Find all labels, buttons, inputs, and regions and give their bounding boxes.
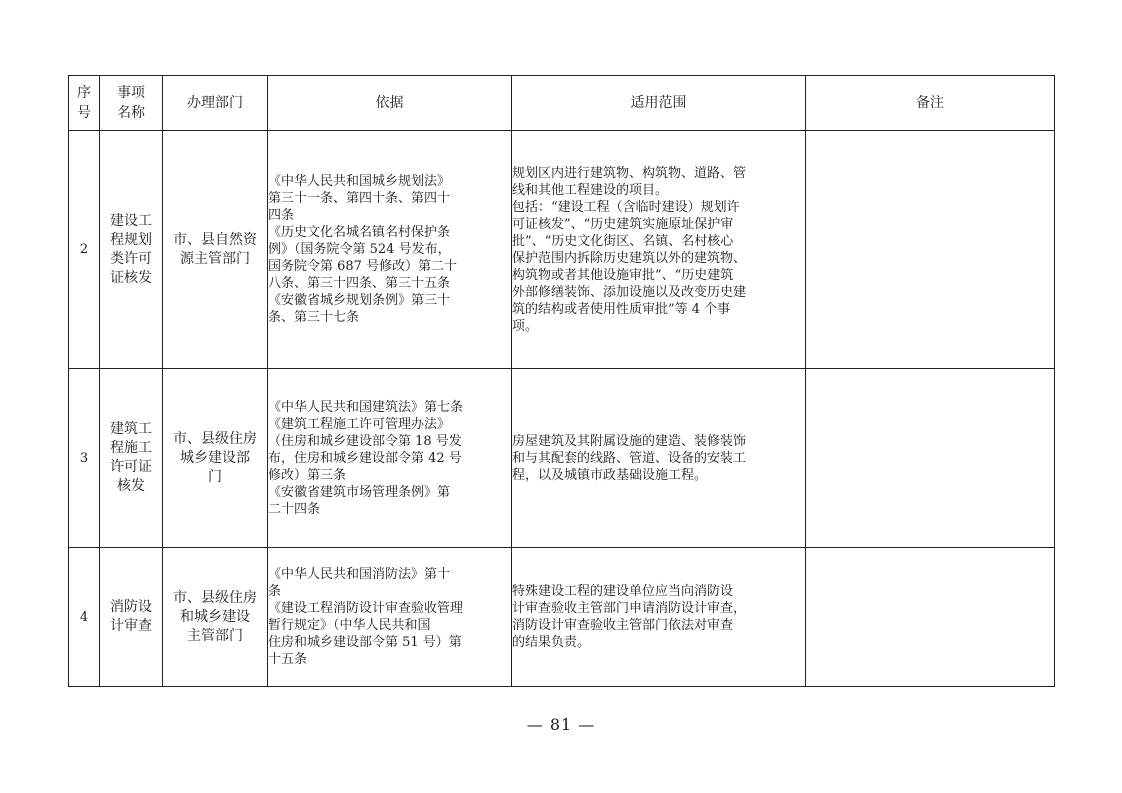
- page-number: — 81 —: [526, 715, 596, 734]
- table-row: [69, 548, 1055, 687]
- row-department: 市、县自然资 源主管部门: [163, 131, 268, 369]
- table-row: [69, 131, 1055, 369]
- header-basis: 依据: [268, 76, 512, 131]
- header-note: 备注: [806, 76, 1055, 131]
- table-row: [69, 369, 1055, 548]
- header-department: 办理部门: [163, 76, 268, 131]
- row-basis: 《中华人民共和国城乡规划法》 第三十一条、第四十条、第四十 四条 《历史文化名城名镇名村保护条 例》（国务院令第 524 号发布， 国务院令第 687 号修改）第二十 八条、第三十四条、第三十五条 《安徽省城乡规划条例》第三十 条、第三十七条: [268, 131, 512, 369]
- header-serial-number: 序 号: [69, 76, 100, 131]
- row-department: 市、县级住房 和城乡建设 主管部门: [163, 548, 268, 687]
- header-scope: 适用范围: [512, 76, 806, 131]
- row-item-name: 消防设 计审查: [100, 548, 163, 687]
- row-scope: 特殊建设工程的建设单位应当向消防设 计审查验收主管部门申请消防设计审查， 消防设计审查验收主管部门依法对审查 的结果负责。: [512, 548, 806, 687]
- row-basis: 《中华人民共和国建筑法》第七条 《建筑工程施工许可管理办法》 （住房和城乡建设部令第 18 号发 布，住房和城乡建设部令第 42 号 修改）第三条 《安徽省建筑市场管理条例》第 二十四条: [268, 369, 512, 548]
- row-serial-number: 2: [69, 131, 100, 369]
- row-note: [806, 131, 1055, 369]
- row-item-name: 建设工 程规划 类许可 证核发: [100, 131, 163, 369]
- approval-items-table: [68, 75, 1055, 687]
- table-header-row: [69, 76, 1055, 131]
- header-item-name: 事项 名称: [100, 76, 163, 131]
- row-item-name: 建筑工 程施工 许可证 核发: [100, 369, 163, 548]
- row-basis: 《中华人民共和国消防法》第十 条 《建设工程消防设计审查验收管理 暂行规定》（中华人民共和国 住房和城乡建设部令第 51 号）第 十五条: [268, 548, 512, 687]
- row-scope: 房屋建筑及其附属设施的建造、装修装饰 和与其配套的线路、管道、设备的安装工 程，以及城镇市政基础设施工程。: [512, 369, 806, 548]
- row-department: 市、县级住房 城乡建设部 门: [163, 369, 268, 548]
- row-note: [806, 548, 1055, 687]
- row-serial-number: 4: [69, 548, 100, 687]
- row-serial-number: 3: [69, 369, 100, 548]
- row-scope: 规划区内进行建筑物、构筑物、道路、管 线和其他工程建设的项目。 包括：“建设工程（含临时建设）规划许 可证核发”、“历史建筑实施原址保护审 批”、“历史文化街区、名镇、名村核心 保护范围内拆除历史建筑以外的建筑物、 构筑物或者其他设施审批”、“历史建筑 外部修缮装饰、添加设施以及改变历史建 筑的结构或者使用性质审批”等 4 个事 项。: [512, 131, 806, 369]
- row-note: [806, 369, 1055, 548]
